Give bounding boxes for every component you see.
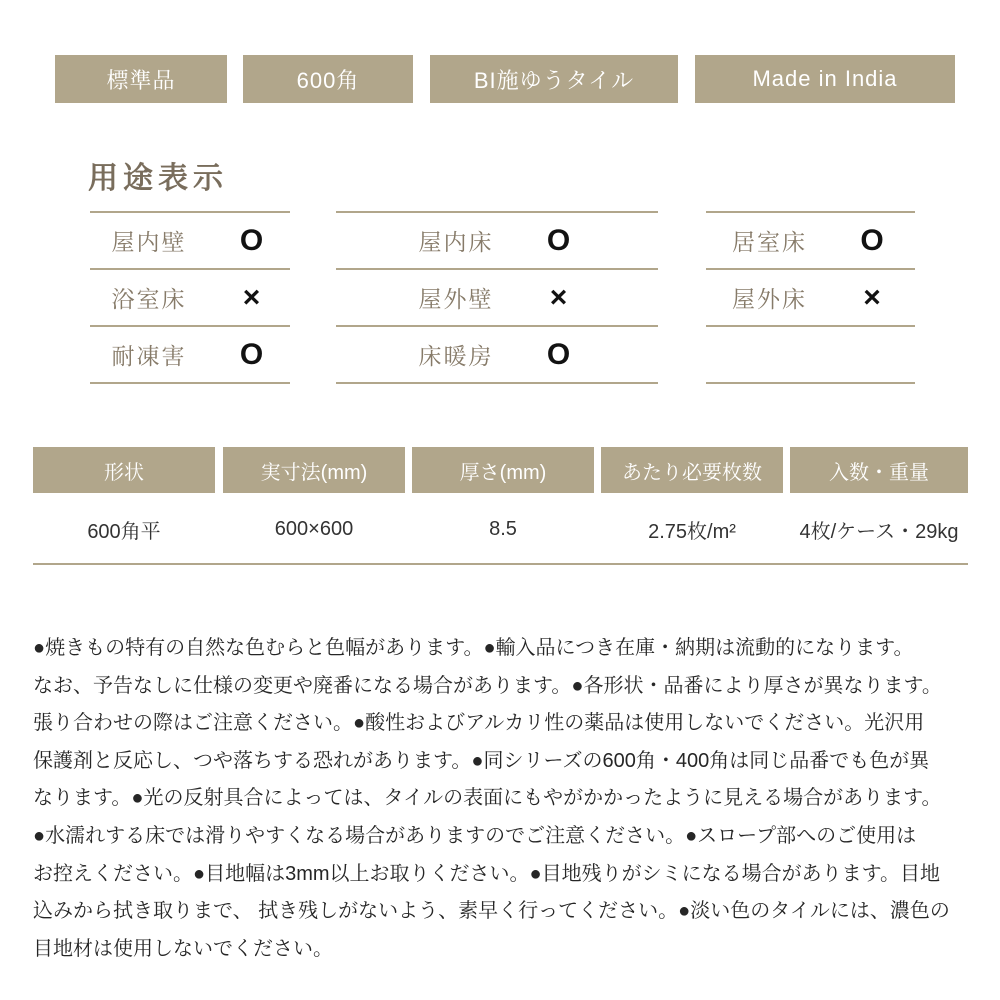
usage-symbol: O	[546, 223, 571, 257]
usage-label: 屋外床	[732, 286, 807, 312]
spec-value-actual-size: 600×600	[274, 517, 354, 540]
spec-header-shape: 形状	[33, 447, 215, 493]
note-line: ●焼きもの特有の自然な色むらと色幅があります。●輸入品につき在庫・納期は流動的になります。	[33, 637, 914, 659]
badge-standard-product-label: 標準品	[106, 67, 176, 93]
note-line: ●水濡れする床では滑りやすくなる場合がありますのでご注意ください。●スロープ部へのご使用は	[33, 824, 917, 847]
badge-tile-type	[430, 55, 678, 103]
note-line: お控えください。●目地幅は3mm以上お取りください。●目地残りがシミになる場合があります。目地	[33, 862, 941, 885]
usage-table-column-2	[336, 211, 658, 384]
badge-tile-size	[243, 55, 413, 103]
usage-symbol: O	[239, 223, 264, 257]
spec-header-qty-weight: 入数・重量	[790, 447, 968, 493]
usage-label: 居室床	[732, 229, 807, 255]
usage-row-bathroom-floor	[90, 270, 290, 327]
usage-symbol: O	[239, 337, 264, 371]
usage-label: 床暖房	[418, 343, 494, 369]
note-line: 目地材は使用しないでください。	[33, 937, 333, 960]
usage-row-living-room-floor	[706, 213, 915, 270]
spec-header-actual-size: 実寸法(mm)	[223, 447, 405, 493]
spec-header-pieces-required: あたり必要枚数	[601, 447, 783, 493]
note-line: 保護剤と反応し、つや落ちする恐れがあります。●同シリーズの600角・400角は同じ品番でも色が異	[33, 749, 930, 772]
usage-label: 耐凍害	[111, 343, 187, 369]
badge-tile-type-label: BI施ゆうタイル	[473, 67, 635, 93]
usage-row-indoor-wall	[90, 213, 290, 270]
badge-tile-size-label: 600角	[296, 67, 360, 93]
note-line: 張り合わせの際はご注意ください。●酸性およびアルカリ性の薬品は使用しないでください。光沢用	[33, 712, 925, 735]
note-line: なお、予告なしに仕様の変更や廃番になる場合があります。●各形状・品番により厚さが異なります。	[33, 674, 942, 697]
badge-standard-product	[55, 55, 227, 103]
usage-row-indoor-floor	[336, 213, 658, 270]
badge-country-of-origin	[695, 55, 955, 103]
usage-row-frost-resistance	[90, 327, 290, 384]
spec-value-qty-weight: 4枚/ケース・29kg	[799, 520, 959, 543]
note-line: なります。●光の反射具合によっては、タイルの表面にもやがかかったように見える場合があります。	[33, 787, 942, 810]
usage-label: 屋外壁	[418, 286, 494, 312]
usage-table-column-1	[90, 211, 290, 384]
notes-section	[33, 630, 978, 968]
usage-table-column-3	[706, 211, 915, 384]
usage-symbol: ×	[242, 280, 261, 314]
spec-value-pieces-required: 2.75枚/m²	[648, 520, 736, 543]
usage-symbol: ×	[863, 280, 881, 314]
usage-symbol: O	[860, 223, 884, 257]
usage-row-empty	[706, 327, 915, 384]
spec-value-shape: 600角平	[87, 520, 161, 543]
usage-label: 浴室床	[111, 286, 187, 312]
usage-section-title: 用途表示	[88, 162, 228, 195]
note-line: 込みから拭き取りまで、 拭き残しがないよう、素早く行ってください。●淡い色のタイルには、濃色の	[33, 900, 950, 923]
spec-table-bottom-divider	[33, 563, 968, 565]
usage-row-outdoor-floor	[706, 270, 915, 327]
usage-label: 屋内床	[418, 229, 494, 255]
usage-row-outdoor-wall	[336, 270, 658, 327]
usage-symbol: O	[546, 337, 571, 371]
spec-value-thickness: 8.5	[489, 517, 517, 540]
spec-header-thickness: 厚さ(mm)	[412, 447, 594, 493]
usage-symbol: ×	[549, 280, 568, 314]
usage-row-floor-heating	[336, 327, 658, 384]
usage-label: 屋内壁	[111, 229, 187, 255]
badge-country-of-origin-label: Made in India	[752, 66, 898, 91]
